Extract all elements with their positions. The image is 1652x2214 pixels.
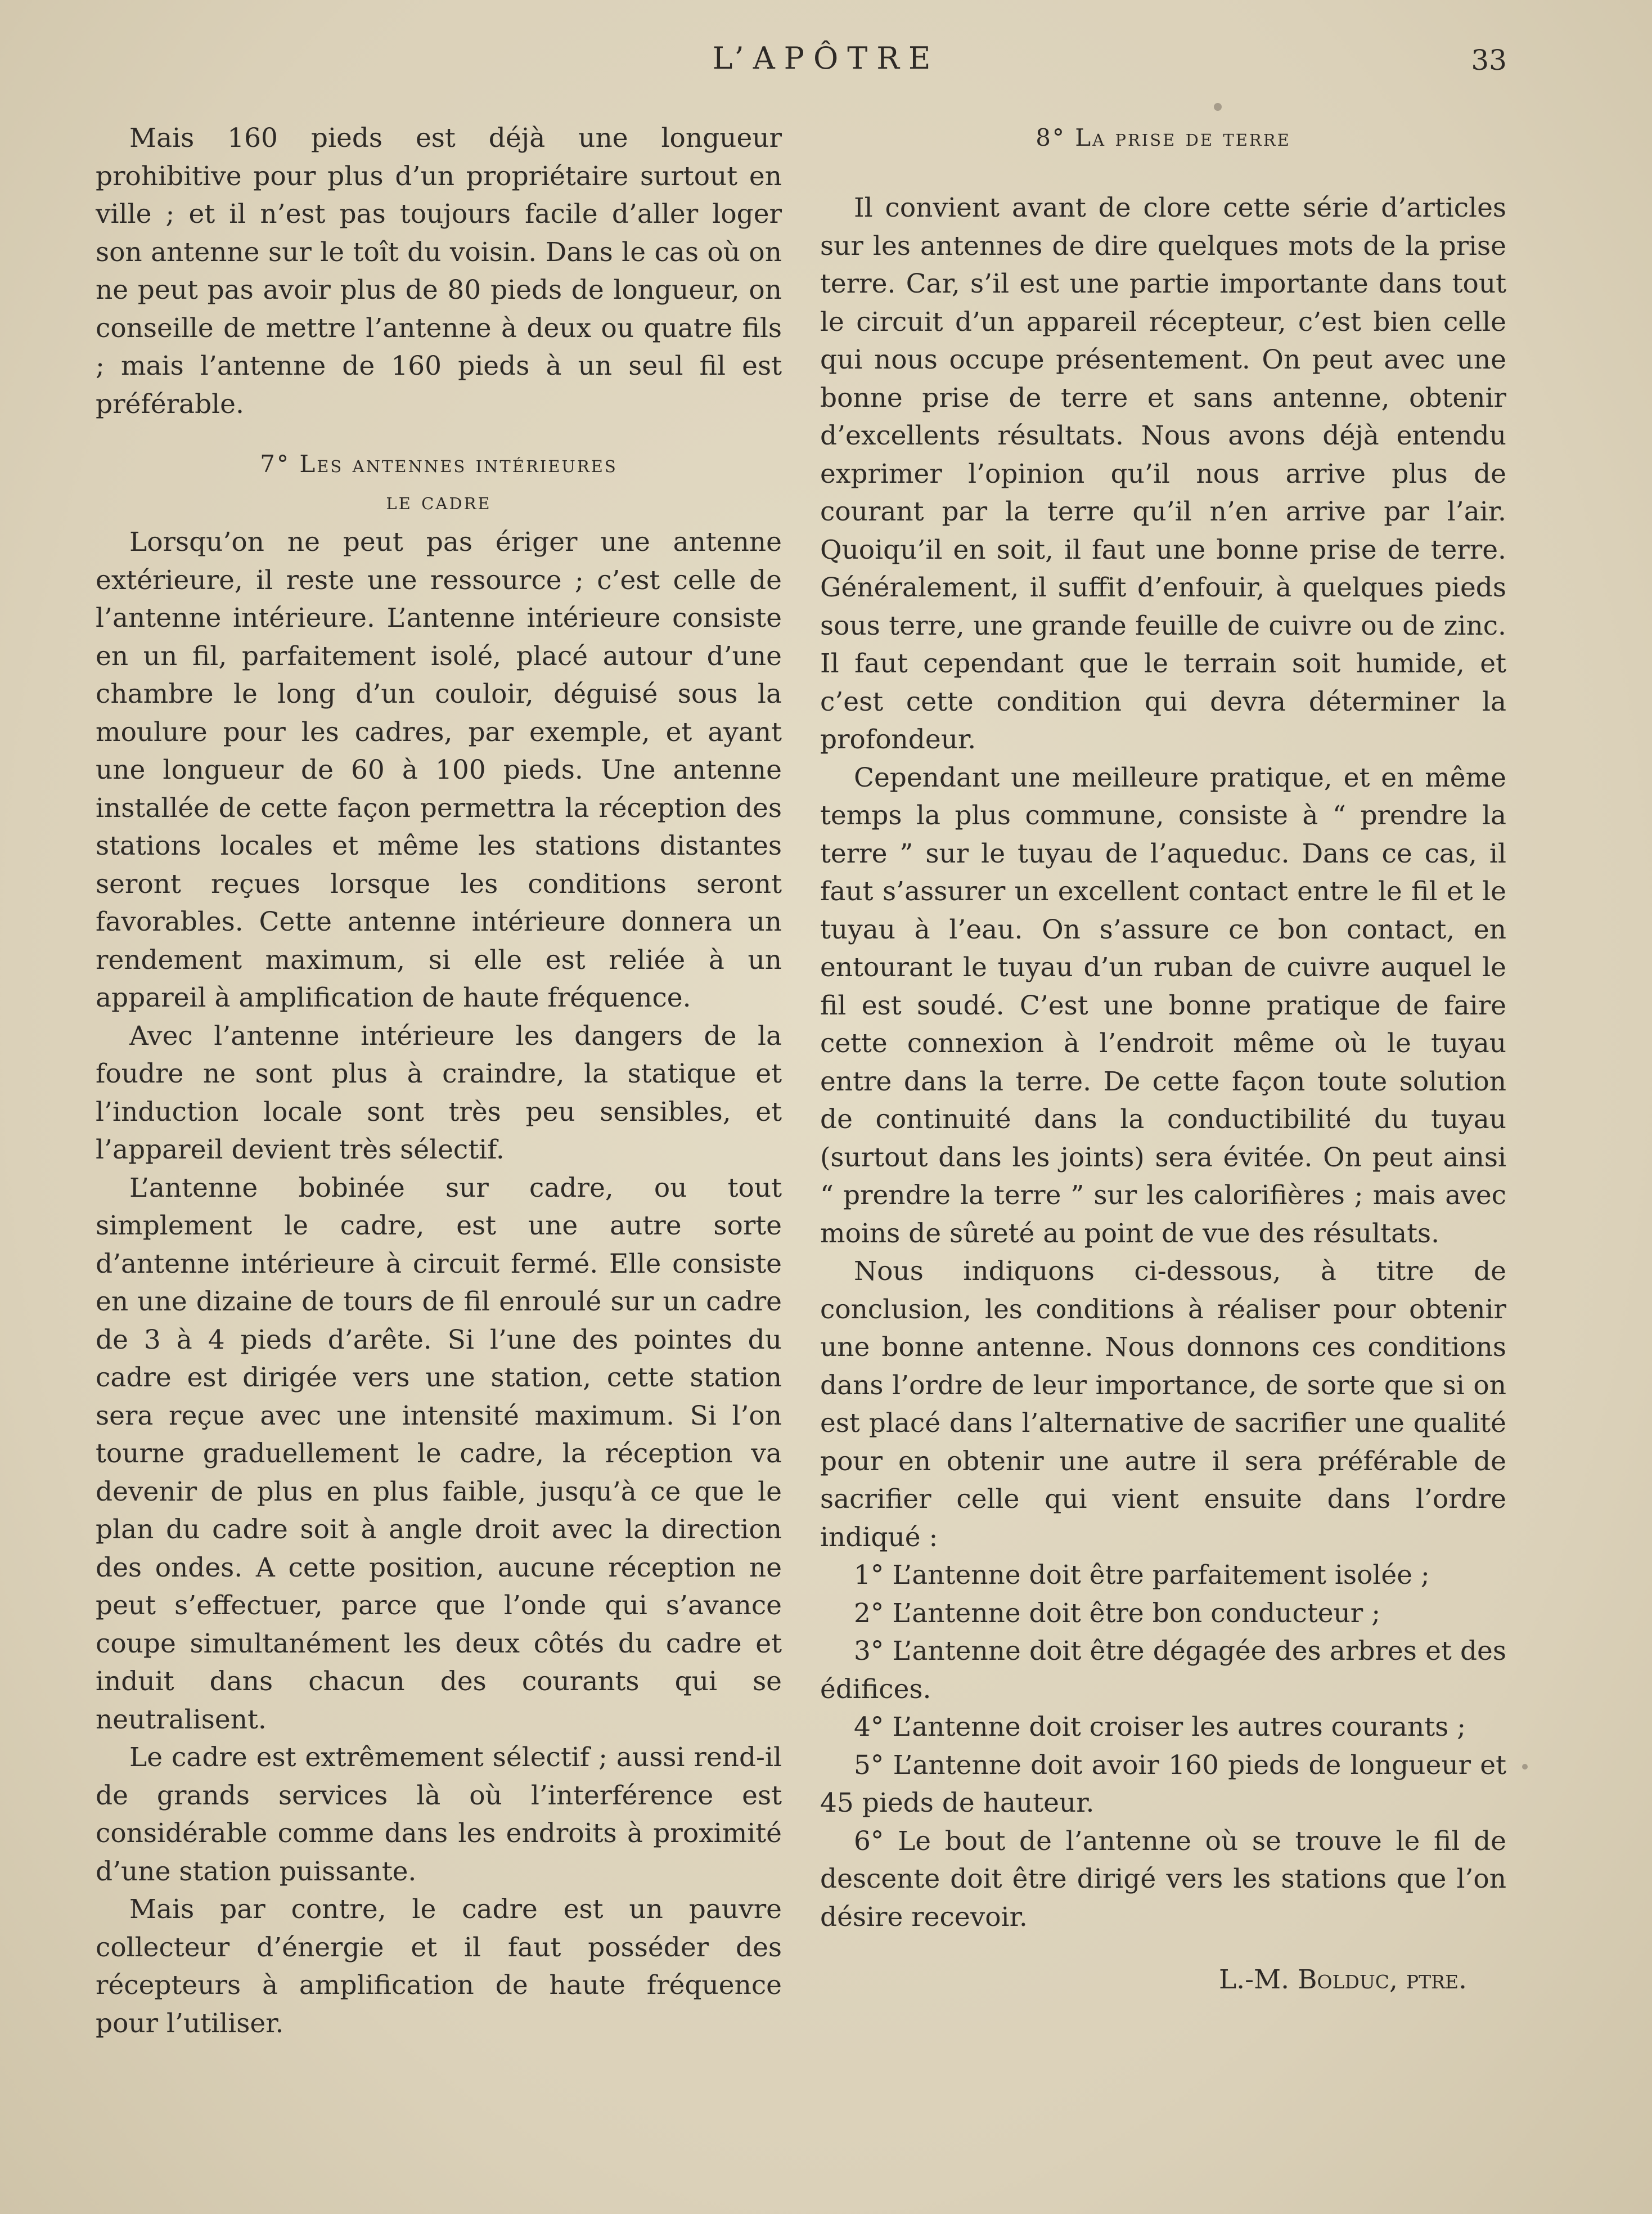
paragraph: Lorsqu’on ne peut pas ériger une antenne extérieure, il reste une ressource ; c’est celle de l’antenne intérieure. L’antenne intérieure consiste en un fil, parfaitement isolé, placé autour d’une chambre le long d’un couloir, déguisé sous la moulure pour les cadres, par exemple, et ayant une longueur de 60 à 100 pieds. Une antenne installée de cette façon permettra la réception des stations locales et même les stations distantes seront reçues lorsque les conditions seront favorables. Cette antenne intérieure donnera un rendement maximum, si elle est reliée à un appareil à amplification de haute fréquence. (96, 527, 782, 1013)
paragraph: Mais 160 pieds est déjà une longueur prohibitive pour plus d’un propriétaire surtout en ville ; et il n’est pas toujours facile d’aller loger son antenne sur le toît du voisin. Dans le cas où on ne peut pas avoir plus de 80 pieds de longueur, on conseille de mettre l’antenne à deux ou quatre fils ; mais l’antenne de 160 pieds à un seul fil est préférable. (96, 123, 782, 420)
list-item: 6° Le bout de l’antenne où se trouve le fil de descente doit être dirigé vers les stations que l’on désire recevoir. (820, 1825, 1506, 1933)
list-item: 5° L’antenne doit avoir 160 pieds de longueur et 45 pieds de hauteur. (820, 1749, 1506, 1818)
paragraph: Cependant une meilleure pratique, et en même temps la plus commune, consiste à “ prendre la terre ” sur le tuyau de l’aqueduc. Dans ce cas, il faut s’assurer un excellent contact entre le fil et le tuyau à l’eau. On s’assure ce bon contact, en entourant le tuyau d’un ruban de cuivre auquel le fil est soudé. C’est une bonne pratique de faire cette connexion à l’endroit même où le tuyau entre dans la terre. De cette façon toute solution de continuité dans la conductibilité du tuyau (surtout dans les joints) sera évitée. On peut ainsi “ prendre la terre ” sur les calorifières ; mais avec moins de sûreté au point de vue des résultats. (820, 762, 1506, 1249)
list-item: 2° L’antenne doit être bon conducteur ; (854, 1597, 1381, 1629)
section-subheading: le cadre (386, 487, 492, 515)
author-signature (820, 1961, 1506, 1999)
ink-speck (1522, 1764, 1528, 1770)
page-number: 33 (1471, 44, 1507, 77)
list-item: 3° L’antenne doit être dégagée des arbres et des édifices. (820, 1636, 1506, 1705)
paragraph: Mais par contre, le cadre est un pauvre collecteur d’énergie et il faut posséder des récepteurs à amplification de haute fréquence pour l’utiliser. (96, 1894, 782, 2039)
section-heading: 8° La prise de terre (1036, 124, 1291, 151)
paragraph: L’antenne bobinée sur cadre, ou tout simplement le cadre, est une autre sorte d’antenne intérieure à circuit fermé. Elle consiste en une dizaine de tours de fil enroulé sur un cadre de 3 à 4 pieds d’arête. Si l’une des pointes du cadre est dirigée vers une station, cette station sera reçue avec une intensité maximum. Si l’on tourne graduellement le cadre, la réception va devenir de plus en plus faible, jusqu’à ce que le plan du cadre soit à angle droit avec la direction des ondes. A cette position, aucune réception ne peut s’effectuer, parce que l’onde qui s’avance coupe simultanément les deux côtés du cadre et induit dans chacun des courants qui se neutralisent. (96, 1172, 782, 1735)
ink-speck (1214, 103, 1222, 111)
left-column (96, 119, 782, 2042)
running-header-title: L’APÔTRE (712, 41, 940, 76)
paragraph: Avec l’antenne intérieure les dangers de la foudre ne sont plus à craindre, la statique et l’induction locale sont très peu sensibles, et l’appareil devient très sélectif. (96, 1020, 782, 1165)
paragraph: Nous indiquons ci-dessous, à titre de conclusion, les conditions à réaliser pour obtenir une bonne antenne. Nous donnons ces conditions dans l’ordre de leur importance, de sorte que si on est placé dans l’alternative de sacrifier une qualité pour en obtenir une autre il sera préférable de sacrifier celle qui vient ensuite dans l’ordre indiqué : (820, 1256, 1506, 1553)
section-heading: 7° Les antennes intérieures (260, 450, 618, 478)
paragraph: Il convient avant de clore cette série d’articles sur les antennes de dire quelques mots de la prise terre. Car, s’il est une partie importante dans tout le circuit d’un appareil récepteur, c’est bien celle qui nous occupe présentement. On peut avec une bonne prise de terre et sans antenne, obtenir d’excellents résultats. Nous avons déjà entendu exprimer l’opinion qu’il nous arrive plus de courant par la terre qu’il n’en arrive par l’air. Quoiqu’il en soit, il faut une bonne prise de terre. Généralement, il suffit d’enfouir, à quelques pieds sous terre, une grande feuille de cuivre ou de zinc. Il faut cependant que le terrain soit humide, et c’est cette condition qui devra déterminer la profondeur. (820, 192, 1506, 755)
list-item: 4° L’antenne doit croiser les autres courants ; (854, 1712, 1466, 1743)
list-item: 1° L’antenne doit être parfaitement isolée ; (854, 1560, 1430, 1591)
author-signature-text: L.-M. Bolduc, ptre. (1218, 1964, 1467, 1995)
paragraph: Le cadre est extrêmement sélectif ; aussi rend-il de grands services là où l’interférence est considérable comme dans les endroits à proximité d’une station puissante. (96, 1742, 782, 1887)
right-column (820, 119, 1506, 1999)
